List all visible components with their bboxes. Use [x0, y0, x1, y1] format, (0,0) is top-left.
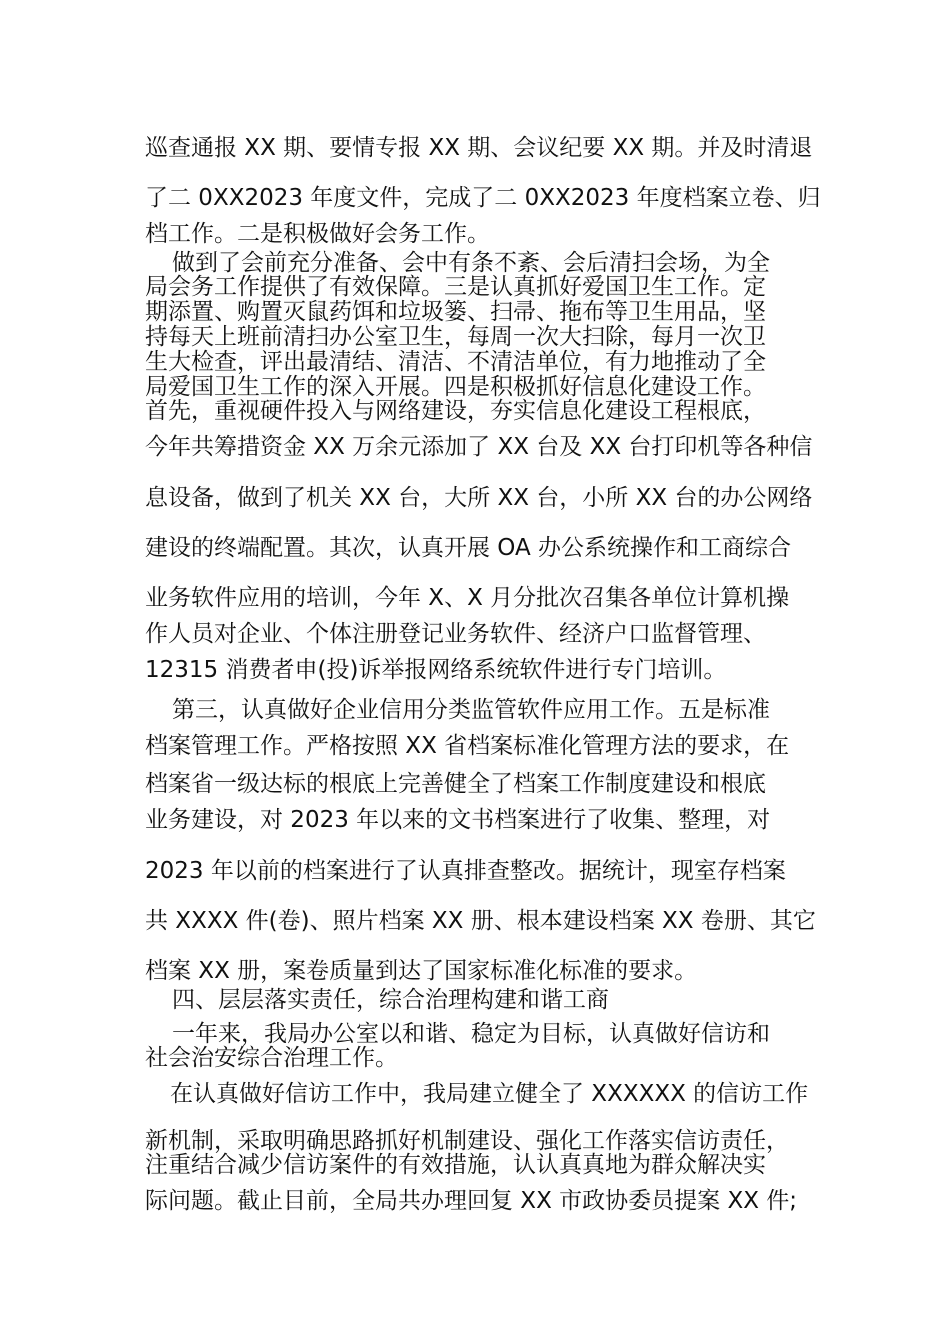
text-line: 建设的终端配置。其次，认真开展 OA 办公系统操作和工商综合: [145, 535, 792, 561]
text-line: 共 XXXX 件(卷)、照片档案 XX 册、根本建设档案 XX 卷册、其它: [145, 908, 816, 934]
text-line: 业务建设，对 2023 年以来的文书档案进行了收集、整理，对: [145, 807, 771, 833]
text-line: 新机制，采取明确思路抓好机制建设、强化工作落实信访责任，: [145, 1128, 789, 1154]
text-line: 在认真做好信访工作中，我局建立健全了 XXXXXX 的信访工作: [170, 1081, 809, 1107]
text-line: 12315 消费者申(投)诉举报网络系统软件进行专门培训。: [145, 657, 727, 683]
text-line: 局爱国卫生工作的深入开展。四是积极抓好信息化建设工作。: [145, 374, 766, 400]
text-line: 了二 0XX2023 年度文件，完成了二 0XX2023 年度档案立卷、归: [145, 185, 821, 211]
text-line: 业务软件应用的培训，今年 X、X 月分批次召集各单位计算机操: [145, 585, 790, 611]
text-line: 档案省一级达标的根底上完善健全了档案工作制度建设和根底: [145, 771, 766, 797]
text-line: 生大检查，评出最清结、清洁、不清洁单位，有力地推动了全: [145, 349, 766, 375]
text-line: 息设备，做到了机关 XX 台，大所 XX 台，小所 XX 台的办公网络: [145, 485, 813, 511]
text-line: 注重结合减少信访案件的有效措施，认认真真地为群众解决实: [145, 1152, 766, 1178]
text-line: 档工作。二是积极做好会务工作。: [145, 221, 490, 247]
text-line: 巡查通报 XX 期、要情专报 XX 期、会议纪要 XX 期。并及时清退: [145, 135, 813, 161]
text-line: 首先，重视硬件投入与网络建设，夯实信息化建设工程根底，: [145, 398, 766, 424]
text-line: 际问题。截止目前，全局共办理回复 XX 市政协委员提案 XX 件;: [145, 1188, 798, 1214]
text-line: 今年共筹措资金 XX 万余元添加了 XX 台及 XX 台打印机等各种信: [145, 434, 813, 460]
text-line: 一年来，我局办公室以和谐、稳定为目标，认真做好信访和: [172, 1021, 770, 1047]
text-line: 2023 年以前的档案进行了认真排查整改。据统计，现室存档案: [145, 858, 786, 884]
text-line: 局会务工作提供了有效保障。三是认真抓好爱国卫生工作。定: [145, 274, 766, 300]
text-line: 档案 XX 册，案卷质量到达了国家标准化标准的要求。: [145, 958, 698, 984]
text-line: 持每天上班前清扫办公室卫生，每周一次大扫除，每月一次卫: [145, 324, 766, 350]
text-line: 期添置、购置灭鼠药饵和垃圾篓、扫帚、拖布等卫生用品，坚: [145, 299, 766, 325]
text-line: 做到了会前充分准备、会中有条不紊、会后清扫会场，为全: [172, 250, 770, 276]
text-line: 档案管理工作。严格按照 XX 省档案标准化管理方法的要求，在: [145, 733, 790, 759]
section-heading: 四、层层落实责任，综合治理构建和谐工商: [172, 987, 609, 1013]
text-line: 第三，认真做好企业信用分类监管软件应用工作。五是标准: [172, 697, 770, 723]
text-line: 社会治安综合治理工作。: [145, 1045, 398, 1071]
text-line: 作人员对企业、个体注册登记业务软件、经济户口监督管理、: [145, 621, 766, 647]
